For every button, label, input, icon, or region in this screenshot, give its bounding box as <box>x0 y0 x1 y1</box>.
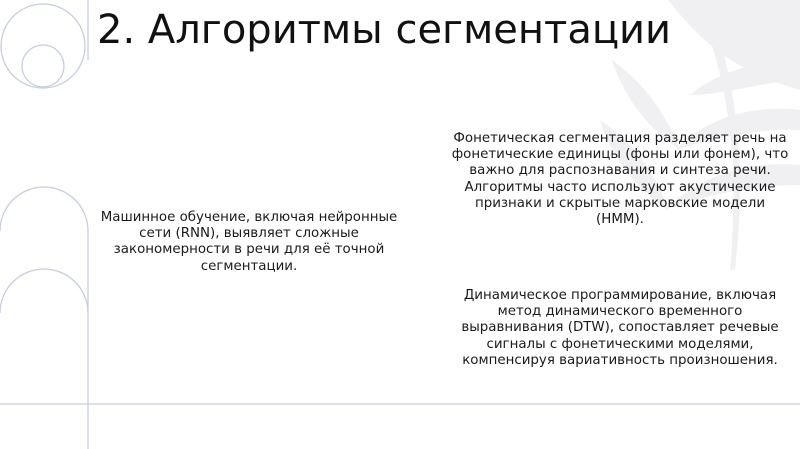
slide-title: 2. Алгоритмы сегментации <box>97 7 672 53</box>
dtw-paragraph: Динамическое программирование, включая метод динамического временного выравнивания (DTW), сопоставляет речевые сигналы с фонетическими моделями, компенсируя вариативность произношения. <box>461 288 779 368</box>
ml-segmentation-paragraph: Машинное обучение, включая нейронные сети (RNN), выявляет сложные закономерности в речи для её точной сегментации. <box>100 210 398 274</box>
phonetic-segmentation-paragraph: Фонетическая сегментация разделяет речь на фонетические единицы (фоны или фонем), что важно для распознавания и синтеза речи. Алгоритмы часто используют акустические признаки и скрытые марковские модели (HMM). <box>451 131 789 228</box>
